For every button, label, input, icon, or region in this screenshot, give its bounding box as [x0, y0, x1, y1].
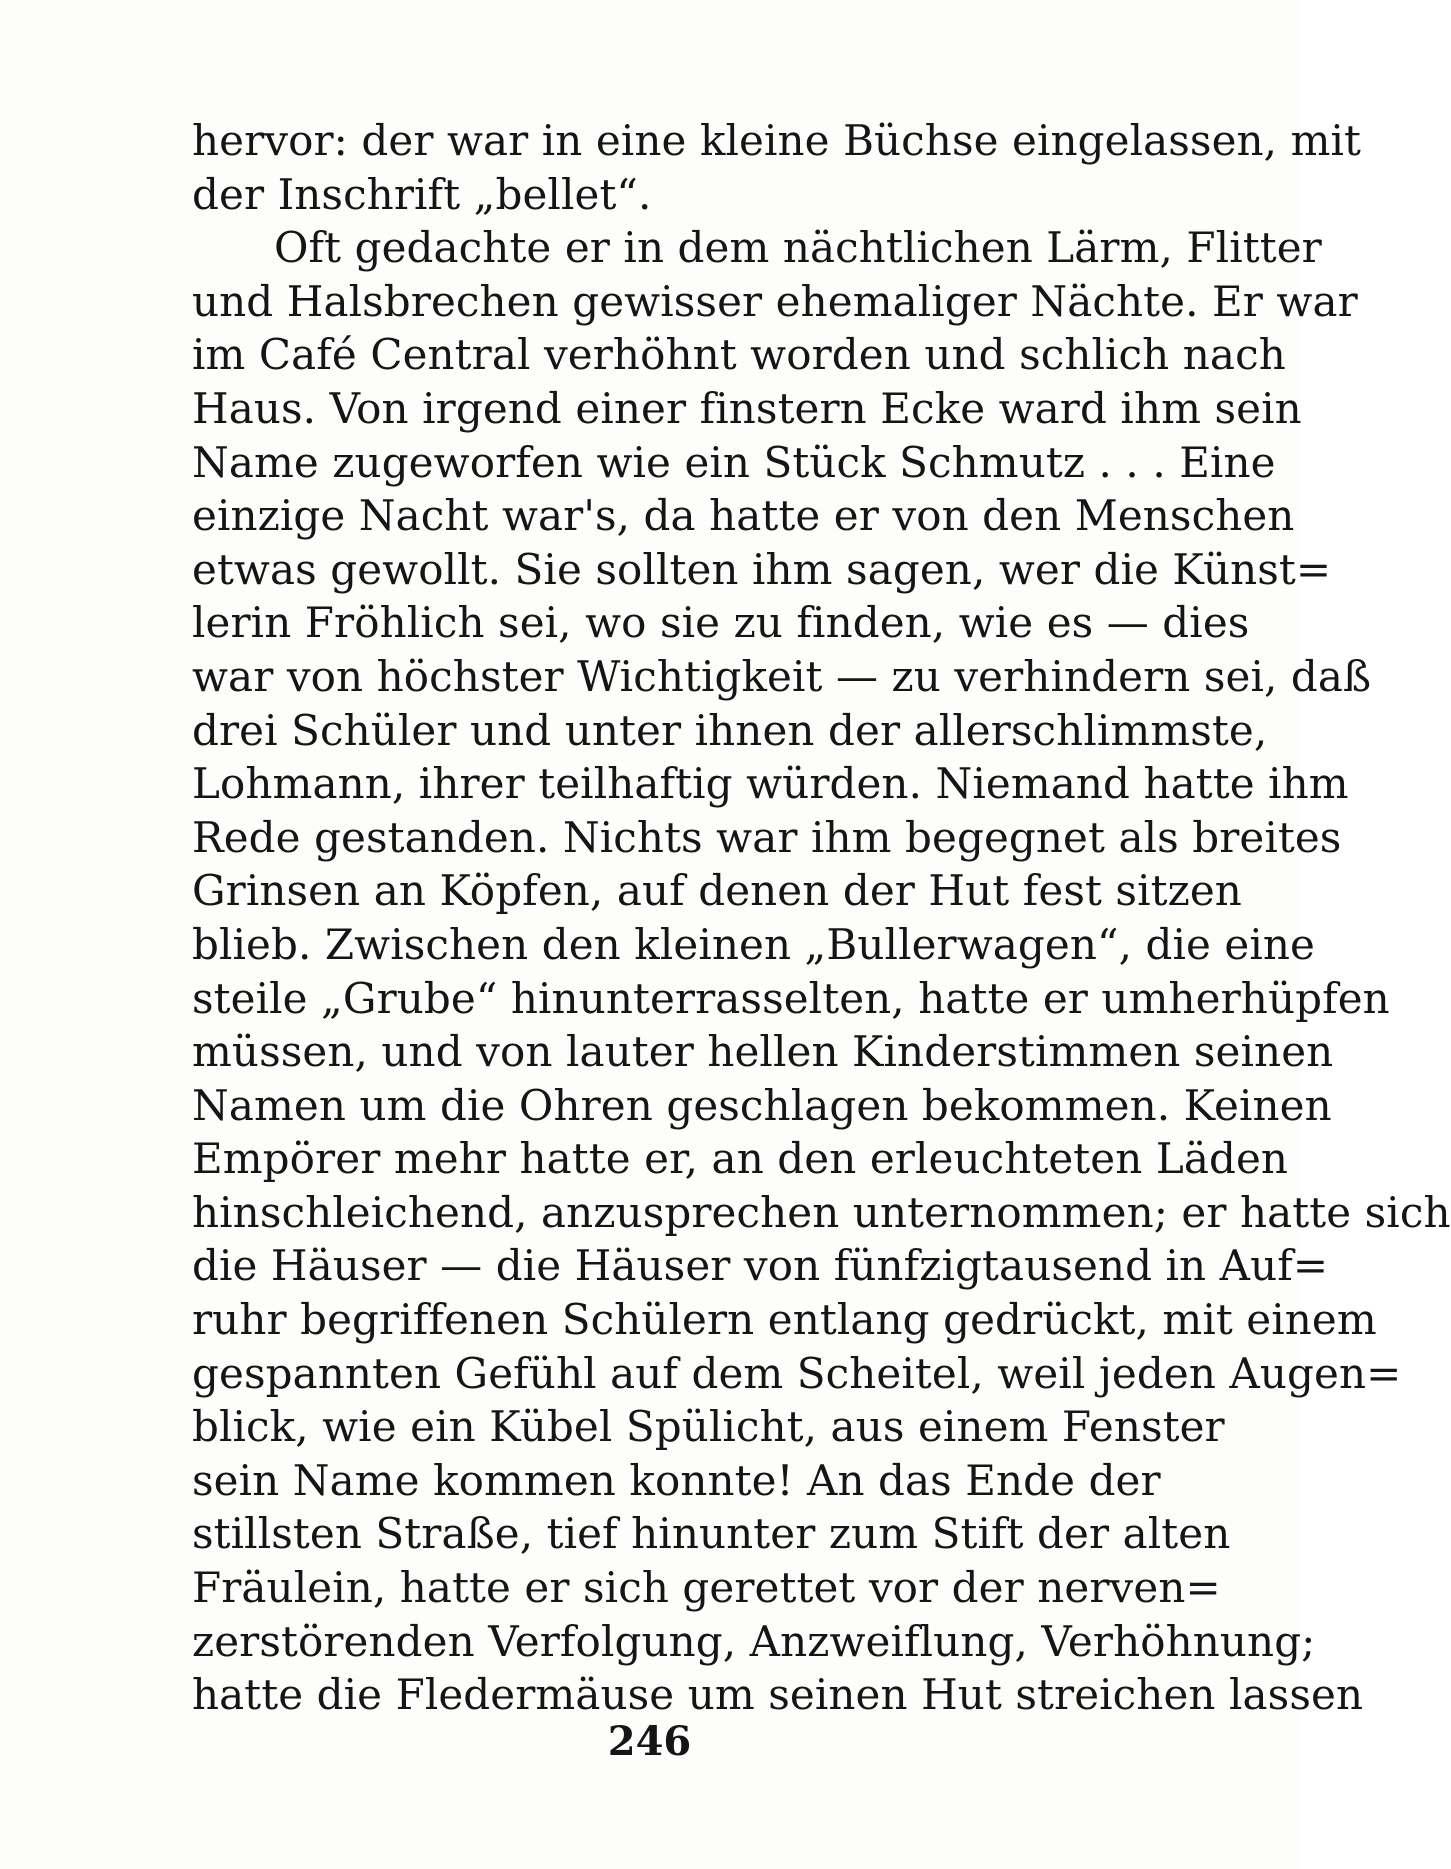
text-line: Grinsen an Köpfen, auf denen der Hut fest sitzen	[192, 866, 1242, 916]
text-line: Name zugeworfen wie ein Stück Schmutz . . . Eine	[192, 437, 1276, 487]
text-line: steile „Grube“ hinunterrasselten, hatte er umherhüpfen	[192, 973, 1390, 1023]
text-line: blieb. Zwischen den kleinen „Bullerwagen“, die eine	[192, 919, 1316, 969]
text-line: Rede gestanden. Nichts war ihm begegnet als breites	[192, 812, 1342, 862]
page-number: 246	[607, 1718, 692, 1765]
text-line: die Häuser — die Häuser von fünfzigtausend in Auf=	[192, 1241, 1329, 1291]
text-line: Haus. Von irgend einer finstern Ecke ward ihm sein	[192, 383, 1302, 433]
text-line: im Café Central verhöhnt worden und schlich nach	[192, 330, 1286, 380]
text-line: sein Name kommen konnte! An das Ende der	[192, 1455, 1161, 1505]
text-line: müssen, und von lauter hellen Kinderstimmen seinen	[192, 1027, 1334, 1077]
body-text	[192, 114, 1451, 1722]
text-line: zerstörenden Verfolgung, Anzweiflung, Verhöhnung;	[192, 1616, 1316, 1666]
text-line: Lohmann, ihrer teilhaftig würden. Niemand hatte ihm	[192, 759, 1349, 809]
text-line: etwas gewollt. Sie sollten ihm sagen, wer die Künst=	[192, 544, 1332, 594]
text-line: hatte die Fledermäuse um seinen Hut streichen lassen	[192, 1670, 1364, 1720]
text-line: Empörer mehr hatte er, an den erleuchteten Läden	[192, 1134, 1289, 1184]
text-line: hervor: der war in eine kleine Büchse eingelassen, mit	[192, 116, 1362, 165]
text-line: drei Schüler und unter ihnen der allerschlimmste,	[192, 705, 1268, 755]
text-line: der Inschrift „bellet“.	[192, 169, 652, 219]
text-line: Oft gedachte er in dem nächtlichen Lärm, Flitter	[274, 223, 1322, 273]
text-line: und Halsbrechen gewisser ehemaliger Nächte. Er war	[192, 276, 1358, 326]
text-line: Namen um die Ohren geschlagen bekommen. Keinen	[192, 1080, 1332, 1130]
text-line: ruhr begriffenen Schülern entlang gedrückt, mit einem	[192, 1295, 1377, 1345]
text-line: war von höchster Wichtigkeit — zu verhindern sei, daß	[192, 651, 1372, 701]
text-line: blick, wie ein Kübel Spülicht, aus einem Fenster	[192, 1402, 1225, 1452]
text-line: stillsten Straße, tief hinunter zum Stift der alten	[192, 1509, 1231, 1559]
text-line: hinschleichend, anzusprechen unternommen; er hatte sich	[192, 1187, 1451, 1237]
text-line: einzige Nacht war's, da hatte er von den Menschen	[192, 491, 1295, 541]
text-line: gespannten Gefühl auf dem Scheitel, weil jeden Augen=	[192, 1348, 1402, 1398]
text-line: Fräulein, hatte er sich gerettet vor der nerven=	[192, 1563, 1221, 1613]
text-line: lerin Fröhlich sei, wo sie zu finden, wie es — dies	[192, 598, 1250, 648]
